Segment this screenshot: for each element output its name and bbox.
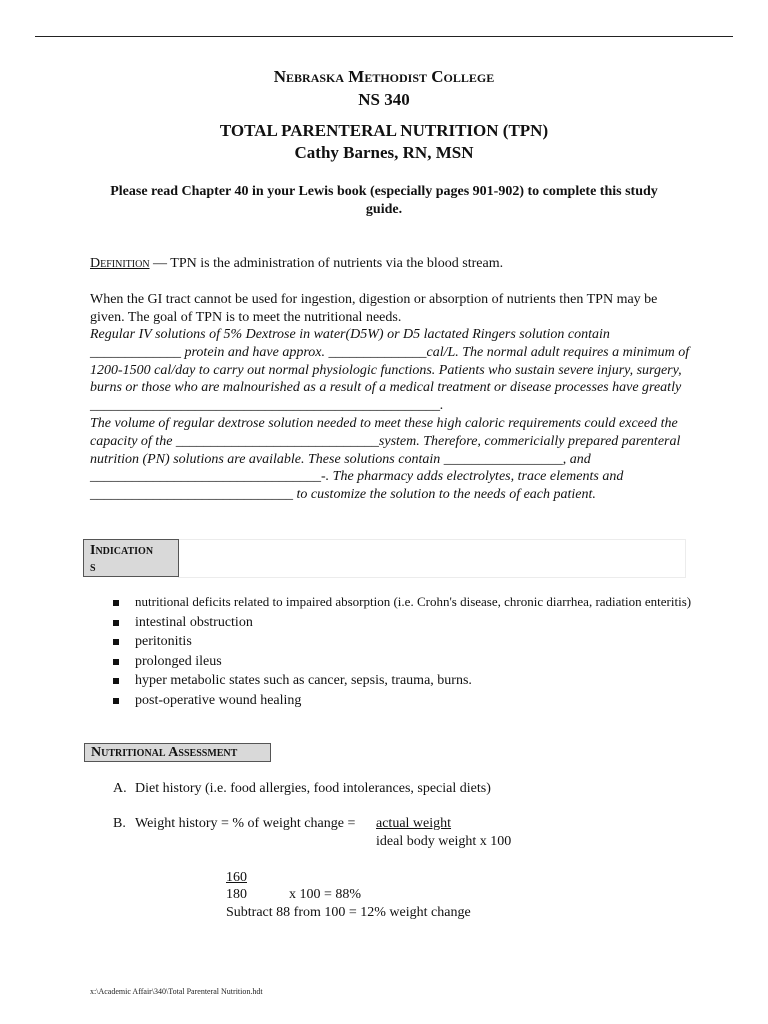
list-item	[112, 594, 692, 611]
assessment-item-a-marker: A.	[113, 781, 127, 796]
example-denominator: 180	[226, 887, 247, 902]
list-item	[112, 614, 692, 632]
assessment-item-a: Diet history (i.e. food allergies, food intolerances, special diets)	[135, 781, 491, 796]
reading-instructions: Please read Chapter 40 in your Lewis book (especially pages 901-902) to complete this study guide.	[110, 184, 658, 217]
bullet-icon	[113, 698, 119, 704]
list-item-text: post-operative wound healing	[135, 692, 302, 708]
list-item-text: hyper metabolic states such as cancer, sepsis, trauma, burns.	[135, 673, 472, 688]
body-paragraph-iv-solutions: Regular IV solutions of 5% Dextrose in water(D5W) or D5 lactated Ringers solution contain _____________ protein and have approx. ______________cal/L. The normal adult requires a minimum of 1200-1500 cal/day to carry out normal physiologic functions. Patients who sustain severe injury, surgery, burns or those who are malnourished as a result of a medical treatment or disease processes have greatly __________________________________________________.	[90, 327, 690, 414]
definition-text: — TPN is the administration of nutrients via the blood stream.	[149, 256, 504, 271]
indications-heading-line1: Indication	[90, 543, 154, 558]
indications-heading	[83, 539, 179, 577]
footer-file-path: x:\Academic Affair\340\Total Parenteral Nutrition.hdt	[90, 987, 263, 996]
indications-heading-line2: s	[90, 560, 96, 575]
bullet-icon	[113, 639, 119, 645]
definition-heading: Definition	[90, 256, 150, 271]
example-result: x 100 = 88%	[289, 887, 362, 902]
list-item	[112, 672, 692, 690]
author-name: Cathy Barnes, RN, MSN	[294, 143, 474, 162]
example-numerator: 160	[226, 870, 247, 885]
body-paragraph-pn-solutions: The volume of regular dextrose solution needed to meet these high caloric requirements could exceed the capacity of the _____________________________system. Therefore, commericially prepared parenteral nutrition (PN) solutions are available. These solutions contain _________________, and _________________________________-. The pharmacy adds electrolytes, trace elements and _____________________________ to customize the solution to the needs of each patient.	[90, 416, 681, 503]
indications-list	[112, 594, 692, 711]
list-item	[112, 633, 692, 651]
list-item	[112, 692, 692, 710]
formula-numerator: actual weight	[376, 816, 452, 831]
list-item-text: intestinal obstruction	[135, 614, 253, 630]
assessment-item-b-marker: B.	[113, 816, 126, 831]
list-item	[112, 653, 692, 671]
formula-denominator: ideal body weight x 100	[376, 834, 512, 849]
top-horizontal-rule	[35, 36, 733, 37]
definition-paragraph	[90, 255, 690, 273]
bullet-icon	[113, 600, 119, 606]
example-note: Subtract 88 from 100 = 12% weight change	[226, 905, 471, 920]
indications-heading-row	[178, 539, 686, 578]
bullet-icon	[113, 620, 119, 626]
body-paragraph-intro: When the GI tract cannot be used for ingestion, digestion or absorption of nutrients then TPN may be given. The goal of TPN is to meet the nutritional needs.	[90, 292, 658, 325]
list-item-text: peritonitis	[135, 634, 192, 649]
bullet-icon	[113, 659, 119, 665]
list-item-text: prolonged ileus	[135, 653, 222, 669]
bullet-icon	[113, 678, 119, 684]
assessment-item-b: Weight history = % of weight change =	[135, 816, 359, 831]
assessment-heading: Nutritional Assessment	[84, 743, 271, 762]
document-title: TOTAL PARENTERAL NUTRITION (TPN)	[219, 121, 549, 140]
course-number: NS 340	[358, 90, 410, 109]
list-item-text: nutritional deficits related to impaired absorption (i.e. Crohn's disease, chronic diarrhea, radiation enteritis)	[135, 594, 692, 609]
college-name: Nebraska Methodist College	[273, 67, 495, 86]
